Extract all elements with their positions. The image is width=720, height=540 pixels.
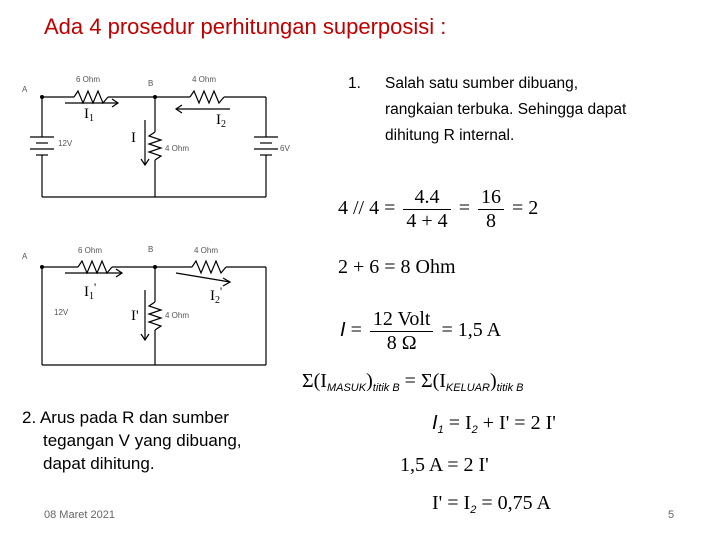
footer-date: 08 Maret 2021 — [44, 509, 115, 521]
equation-current: I = $\frac{\text{12 Volt}}{8 \Omega}$ = 1,5 A — [340, 308, 502, 354]
equation-solve: 1,5 A = 2 I' — [400, 454, 489, 476]
equation-series: 2 + 6 = 8 Ohm — [338, 256, 456, 278]
r-right-label-2: 4 Ohm — [194, 246, 219, 255]
v-left-label-2: 12V — [54, 308, 69, 317]
point-2-line-1: 2. Arus pada R dan sumber — [22, 408, 229, 427]
circuit-2-labels — [22, 245, 218, 320]
equation-node-sum: $I_1 = I_2 + I' = 2$ I' — [432, 412, 556, 436]
v-left-label: 12V — [58, 139, 73, 148]
r-right-label: 4 Ohm — [192, 75, 217, 84]
i-mid-label: I — [131, 130, 136, 146]
slide-title: Ada 4 prosedur perhitungan superposisi : — [44, 14, 447, 39]
i1-label: $I_1$ — [84, 106, 94, 124]
point-2-line-3: dapat dihitung. — [43, 454, 155, 473]
point-1-number: 1. — [348, 75, 361, 92]
i1-prime-label: $I_1'$ — [84, 280, 97, 302]
r-left-label-2: 6 Ohm — [78, 246, 103, 255]
node-a-label-2: A — [22, 252, 28, 261]
i2-prime-label: $I_2'$ — [210, 284, 223, 306]
equation-parallel: 4 // 4 = $\frac{4.4}{4 + 4}$ = $\frac{16}{8}$ = 2 — [338, 186, 539, 232]
r-mid-label: 4 Ohm — [165, 144, 190, 153]
point-2-line-2: tegangan V yang dibuang, — [43, 431, 242, 450]
page-number: 5 — [668, 509, 675, 521]
circuit-2 — [42, 261, 266, 365]
equation-kcl: $\Sigma(I_{MASUK})_{titik B} = \Sigma(I_{KELUAR})_{titik B}$ — [302, 370, 524, 394]
node-b-label: B — [148, 79, 154, 88]
i2-label: $I_2$ — [216, 112, 226, 130]
r-mid-label-2: 4 Ohm — [165, 311, 190, 320]
r-left-label: 6 Ohm — [76, 75, 101, 84]
circuit-diagrams — [0, 0, 330, 380]
node-b-label-2: B — [148, 245, 154, 254]
circuit-2-currents — [84, 280, 222, 324]
i-mid-prime-label: I' — [131, 308, 139, 324]
point-1-text: Salah satu sumber dibuang, rangkaian terbuka. Sehingga dapat dihitung R internal. — [385, 75, 627, 144]
node-a-label: A — [22, 85, 28, 94]
v-right-label: 6V — [280, 144, 290, 153]
equation-result: $I' = I_2 = 0,75$ A — [432, 492, 551, 516]
point-2 — [22, 406, 312, 475]
